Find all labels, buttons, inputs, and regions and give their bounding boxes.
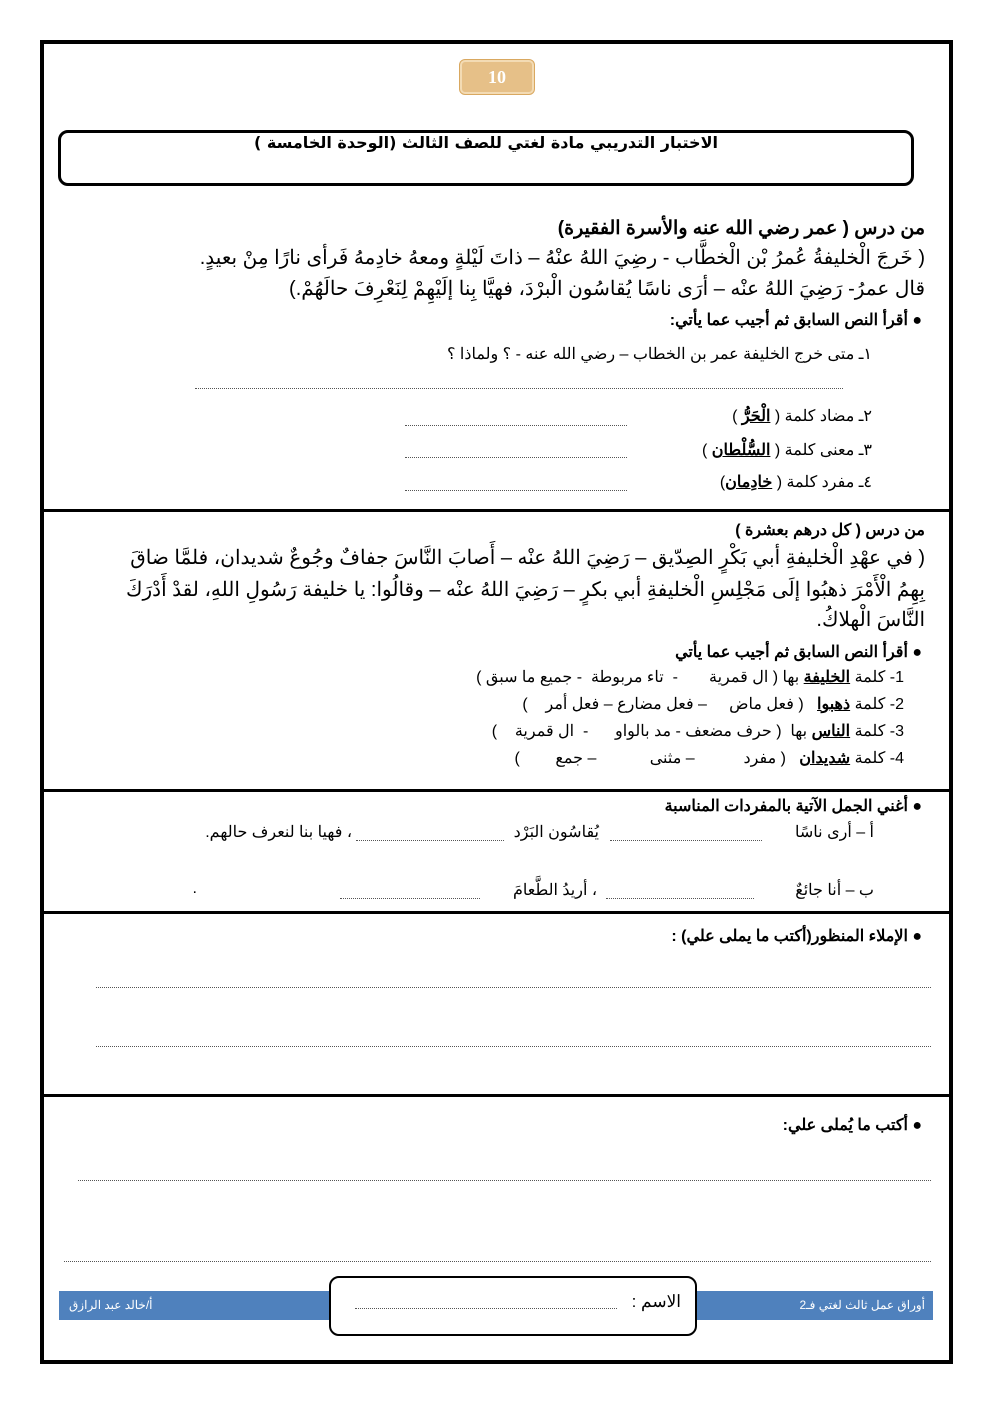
footer-author: أ/خالد عبد الرازق xyxy=(69,1298,153,1312)
footer-bar-left xyxy=(59,1291,359,1320)
answer-line[interactable] xyxy=(405,425,627,426)
answer-line[interactable] xyxy=(195,388,843,389)
divider xyxy=(44,911,949,914)
instruction: ● أقرأ النص السابق ثم أجيب عما يأتي: xyxy=(669,312,922,329)
blank-field[interactable] xyxy=(610,840,762,841)
instruction: ● أكتب ما يُملى علي: xyxy=(782,1117,922,1134)
instruction: ● أقرأ النص السابق ثم أجيب عما يأتي xyxy=(675,644,922,661)
writing-line[interactable] xyxy=(96,1046,931,1047)
divider xyxy=(44,509,949,512)
answer-line[interactable] xyxy=(405,457,627,458)
question-4: ٤ـ مفرد كلمة ( خادِمان) xyxy=(719,474,872,491)
mcq-item[interactable]: 2- كلمة ذهبوا ( فعل ماض – فعل مضارع – فعل أمر ) xyxy=(522,696,904,713)
passage-line: ( في عهْدِ الْخليفةِ أبي بَكْرٍ الصِدّيق – رَضِيَ اللهُ عنْه – أَصابَ النَّاسَ جفافٌ وجُوعٌ شديدان، فلمَّا ضاقَ xyxy=(130,547,925,569)
name-label: الاسم : xyxy=(631,1292,681,1311)
blank-field[interactable] xyxy=(340,898,480,899)
divider xyxy=(44,789,949,792)
name-input[interactable] xyxy=(355,1308,617,1309)
mcq-item[interactable]: 1- كلمة الخليفة بها ( ال قمرية - تاء مربوطة - جميع ما سبق ) xyxy=(476,669,904,686)
lesson-title: من درس ( كل درهم بعشرة ) xyxy=(735,522,925,539)
instruction: ● الإملاء المنظور(أكتب ما يملى علي) : xyxy=(671,928,922,945)
page-title: الاختبار التدريبي مادة لغتي للصف الثالث (الوحدة الخامسة ) xyxy=(58,130,914,186)
writing-line[interactable] xyxy=(64,1261,931,1262)
name-box xyxy=(329,1276,697,1336)
mcq-item[interactable]: 4- كلمة شديدان ( مفرد – مثنى – جمع ) xyxy=(514,750,904,767)
instruction-text: أقرأ النص السابق ثم أجيب عما يأتي: xyxy=(669,312,908,329)
blank-field[interactable] xyxy=(606,898,754,899)
question-3: ٣ـ معنى كلمة ( السُّلْطان ) xyxy=(701,442,872,459)
answer-line[interactable] xyxy=(405,490,627,491)
page-number: 10 xyxy=(460,60,534,94)
sentence-a-end: ، فهيا بنا لنعرف حالهم. xyxy=(205,824,352,841)
mcq-item[interactable]: 3- كلمة الناس بها ( حرف مضعف - مد بالواو - ال قمرية ) xyxy=(491,723,904,740)
divider xyxy=(44,1094,949,1097)
passage-line: ( خَرجَ الْخليفةُ عُمرُ بْن الْخطَّاب - رضِيَ اللهُ عنْهُ – ذاتَ لَيْلةٍ ومعهُ خادِمهُ فَرأى نارًا مِنْ بعيدٍ. xyxy=(199,247,925,269)
passage-line: النَّاسَ الْهلاكُ. xyxy=(816,609,925,631)
sentence-b-start: ب – أنا جائعٌ xyxy=(795,882,874,899)
writing-line[interactable] xyxy=(78,1180,931,1181)
question-1: ١ـ متى خرج الخليفة عمر بن الخطاب – رضي الله عنه - ؟ ولماذا ؟ xyxy=(446,346,872,363)
instruction: ● أغني الجمل الآتية بالمفردات المناسبة xyxy=(664,798,922,815)
passage-line: قال عمرُ- رَضِيَ اللهُ عنْه – أرَى ناسًا يُقاسُون الْبرْدَ، فهيَّا بِنا إلَيْهِمْ لِنَعْرِفَ حالَهُمْ.) xyxy=(289,278,925,300)
sentence-b-end: . xyxy=(192,880,197,897)
sentence-a-start: أ – أرى ناسًا xyxy=(795,824,874,841)
footer-title: أوراق عمل ثالث لغتي فـ2 xyxy=(799,1298,925,1312)
question-2: ٢ـ مضاد كلمة ( الْحَرُّ ) xyxy=(732,408,872,425)
writing-line[interactable] xyxy=(96,987,931,988)
passage-line: بِهِمُ الْأَمْرَ ذهبُوا إلَى مَجْلِسِ الْخليفةِ أبي بكرٍ – رَضِيَ اللهُ عنْه – وقالُوا: يا خليفة رَسُولِ اللهِ، لقدْ أَدْرَكَ xyxy=(126,579,925,601)
sentence-a-mid: يُقاسُون البَرْد xyxy=(513,824,599,841)
footer-bar-right xyxy=(670,1291,933,1320)
lesson-title: من درس ( عمر رضي الله عنه والأسرة الفقيرة) xyxy=(557,218,925,239)
blank-field[interactable] xyxy=(356,840,504,841)
sentence-b-mid: ، أريدُ الطَّعامَ xyxy=(512,882,597,899)
